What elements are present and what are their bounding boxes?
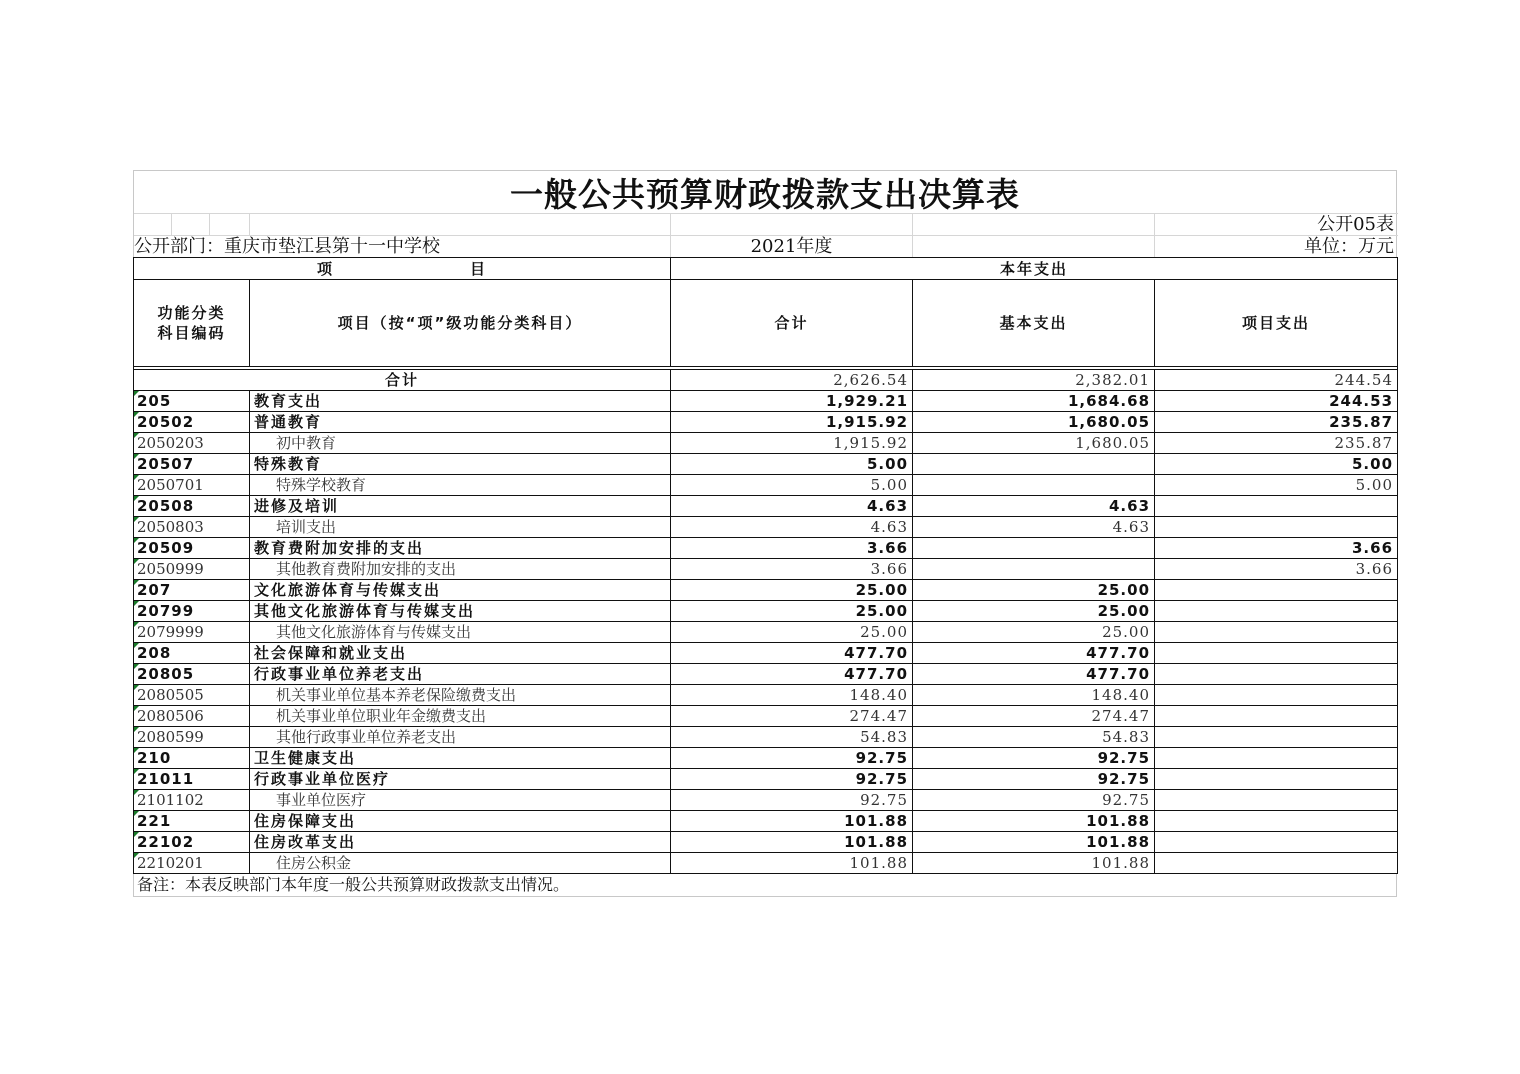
- cell-basic: 92.75: [913, 748, 1155, 769]
- cell-code: 210: [134, 748, 250, 769]
- fiscal-year: 2021年度: [671, 235, 913, 257]
- department-label: 公开部门：重庆市垫江县第十一中学校: [134, 235, 671, 257]
- cell-project: 244.53: [1155, 391, 1398, 412]
- cell-name: 机关事业单位职业年金缴费支出: [250, 706, 671, 727]
- cell-project: [1155, 832, 1398, 853]
- cell-project: [1155, 643, 1398, 664]
- cell-name: 普通教育: [250, 412, 671, 433]
- header-basic: 基本支出: [913, 280, 1155, 367]
- cell-name: 教育支出: [250, 391, 671, 412]
- cell-code: 20507: [134, 454, 250, 475]
- table-row: [134, 811, 1398, 832]
- cell-basic: [913, 559, 1155, 580]
- header-item-name: 项目（按“项”级功能分类科目）: [250, 280, 671, 367]
- cell-project: 235.87: [1155, 433, 1398, 454]
- cell-project: [1155, 622, 1398, 643]
- cell-basic: 477.70: [913, 643, 1155, 664]
- total-basic: 2,382.01: [913, 370, 1155, 391]
- cell-project: [1155, 685, 1398, 706]
- cell-total: 92.75: [671, 769, 913, 790]
- cell-basic: 4.63: [913, 496, 1155, 517]
- total-project: 244.54: [1155, 370, 1398, 391]
- table-row: [134, 853, 1398, 874]
- footnote: 备注：本表反映部门本年度一般公共预算财政拨款支出情况。: [133, 874, 1397, 897]
- cell-basic: 274.47: [913, 706, 1155, 727]
- cell-code: 21011: [134, 769, 250, 790]
- cell-project: [1155, 601, 1398, 622]
- cell-total: 25.00: [671, 622, 913, 643]
- cell-code: 2210201: [134, 853, 250, 874]
- cell-basic: 1,680.05: [913, 433, 1155, 454]
- table-row: [134, 664, 1398, 685]
- table-row: [134, 433, 1398, 454]
- cell-total: 1,929.21: [671, 391, 913, 412]
- table-row: [134, 685, 1398, 706]
- cell-project: [1155, 496, 1398, 517]
- cell-total: 1,915.92: [671, 433, 913, 454]
- cell-project: [1155, 748, 1398, 769]
- cell-code: 20799: [134, 601, 250, 622]
- cell-total: 4.63: [671, 496, 913, 517]
- cell-code: 2079999: [134, 622, 250, 643]
- table-row: [134, 727, 1398, 748]
- cell-project: 5.00: [1155, 454, 1398, 475]
- cell-project: [1155, 706, 1398, 727]
- cell-total: 1,915.92: [671, 412, 913, 433]
- cell-name: 住房公积金: [250, 853, 671, 874]
- cell-basic: [913, 454, 1155, 475]
- cell-total: 3.66: [671, 538, 913, 559]
- table-row: [134, 412, 1398, 433]
- cell-basic: 101.88: [913, 832, 1155, 853]
- total-total: 2,626.54: [671, 370, 913, 391]
- cell-total: 92.75: [671, 748, 913, 769]
- cell-code: 20502: [134, 412, 250, 433]
- cell-basic: 25.00: [913, 622, 1155, 643]
- table-row: [134, 643, 1398, 664]
- cell-name: 行政事业单位医疗: [250, 769, 671, 790]
- table-row: [134, 769, 1398, 790]
- cell-basic: 148.40: [913, 685, 1155, 706]
- table-row: [134, 601, 1398, 622]
- meta-row-table-no: [133, 213, 1397, 235]
- cell-basic: 101.88: [913, 853, 1155, 874]
- cell-name: 文化旅游体育与传媒支出: [250, 580, 671, 601]
- cell-basic: 92.75: [913, 769, 1155, 790]
- cell-code: 20805: [134, 664, 250, 685]
- cell-code: 22102: [134, 832, 250, 853]
- total-row: [134, 370, 1398, 391]
- cell-basic: 101.88: [913, 811, 1155, 832]
- cell-name: 其他教育费附加安排的支出: [250, 559, 671, 580]
- header-project: 项目支出: [1155, 280, 1398, 367]
- cell-project: [1155, 853, 1398, 874]
- cell-name: 进修及培训: [250, 496, 671, 517]
- cell-code: 2101102: [134, 790, 250, 811]
- cell-basic: 54.83: [913, 727, 1155, 748]
- cell-name: 机关事业单位基本养老保险缴费支出: [250, 685, 671, 706]
- cell-total: 4.63: [671, 517, 913, 538]
- cell-total: 25.00: [671, 580, 913, 601]
- cell-basic: 92.75: [913, 790, 1155, 811]
- cell-name: 住房改革支出: [250, 832, 671, 853]
- cell-total: 101.88: [671, 832, 913, 853]
- cell-total: 477.70: [671, 643, 913, 664]
- cell-project: [1155, 517, 1398, 538]
- cell-total: 101.88: [671, 853, 913, 874]
- cell-name: 其他行政事业单位养老支出: [250, 727, 671, 748]
- cell-project: [1155, 664, 1398, 685]
- cell-basic: 1,680.05: [913, 412, 1155, 433]
- table-row: [134, 832, 1398, 853]
- cell-project: 3.66: [1155, 538, 1398, 559]
- cell-name: 教育费附加安排的支出: [250, 538, 671, 559]
- table-row: [134, 790, 1398, 811]
- cell-code: 20509: [134, 538, 250, 559]
- table-row: [134, 748, 1398, 769]
- cell-total: 477.70: [671, 664, 913, 685]
- cell-name: 住房保障支出: [250, 811, 671, 832]
- cell-basic: 477.70: [913, 664, 1155, 685]
- table-row: [134, 559, 1398, 580]
- cell-total: 101.88: [671, 811, 913, 832]
- page-title: 一般公共预算财政拨款支出决算表: [133, 170, 1397, 213]
- cell-basic: 1,684.68: [913, 391, 1155, 412]
- cell-name: 行政事业单位养老支出: [250, 664, 671, 685]
- cell-code: 2050203: [134, 433, 250, 454]
- cell-code: 205: [134, 391, 250, 412]
- unit-label: 单位：万元: [1155, 235, 1398, 257]
- cell-total: 148.40: [671, 685, 913, 706]
- table-row: [134, 706, 1398, 727]
- cell-name: 社会保障和就业支出: [250, 643, 671, 664]
- cell-name: 特殊学校教育: [250, 475, 671, 496]
- cell-basic: 25.00: [913, 580, 1155, 601]
- cell-name: 其他文化旅游体育与传媒支出: [250, 601, 671, 622]
- table-number: 公开05表: [1155, 213, 1398, 235]
- cell-name: 特殊教育: [250, 454, 671, 475]
- cell-basic: 4.63: [913, 517, 1155, 538]
- cell-project: [1155, 811, 1398, 832]
- cell-code: 2080505: [134, 685, 250, 706]
- cell-code: 208: [134, 643, 250, 664]
- cell-name: 事业单位医疗: [250, 790, 671, 811]
- cell-code: 2080506: [134, 706, 250, 727]
- cell-project: 3.66: [1155, 559, 1398, 580]
- header-item-group: 项 目: [134, 258, 671, 280]
- cell-total: 5.00: [671, 475, 913, 496]
- budget-table: [133, 257, 1398, 874]
- cell-code: 2080599: [134, 727, 250, 748]
- cell-total: 274.47: [671, 706, 913, 727]
- header-function-code: 功能分类 科目编码: [134, 280, 250, 367]
- empty-cells: [134, 213, 250, 235]
- cell-total: 3.66: [671, 559, 913, 580]
- header-total: 合计: [671, 280, 913, 367]
- budget-sheet: [133, 170, 1397, 897]
- table-row: [134, 496, 1398, 517]
- cell-code: 221: [134, 811, 250, 832]
- cell-name: 培训支出: [250, 517, 671, 538]
- cell-project: [1155, 790, 1398, 811]
- cell-project: [1155, 580, 1398, 601]
- cell-basic: [913, 538, 1155, 559]
- meta-row-department: [133, 235, 1397, 257]
- table-row: [134, 517, 1398, 538]
- cell-total: 92.75: [671, 790, 913, 811]
- cell-basic: [913, 475, 1155, 496]
- cell-code: 2050999: [134, 559, 250, 580]
- total-label: 合计: [134, 370, 671, 391]
- cell-total: 54.83: [671, 727, 913, 748]
- cell-total: 25.00: [671, 601, 913, 622]
- cell-code: 2050701: [134, 475, 250, 496]
- cell-code: 20508: [134, 496, 250, 517]
- cell-project: 5.00: [1155, 475, 1398, 496]
- cell-name: 卫生健康支出: [250, 748, 671, 769]
- cell-project: 235.87: [1155, 412, 1398, 433]
- cell-basic: 25.00: [913, 601, 1155, 622]
- cell-code: 2050803: [134, 517, 250, 538]
- table-row: [134, 454, 1398, 475]
- table-row: [134, 538, 1398, 559]
- header-current-year: 本年支出: [671, 258, 1398, 280]
- cell-project: [1155, 769, 1398, 790]
- cell-code: 207: [134, 580, 250, 601]
- cell-total: 5.00: [671, 454, 913, 475]
- cell-project: [1155, 727, 1398, 748]
- table-row: [134, 475, 1398, 496]
- cell-name: 初中教育: [250, 433, 671, 454]
- table-row: [134, 580, 1398, 601]
- table-row: [134, 391, 1398, 412]
- table-row: [134, 622, 1398, 643]
- cell-name: 其他文化旅游体育与传媒支出: [250, 622, 671, 643]
